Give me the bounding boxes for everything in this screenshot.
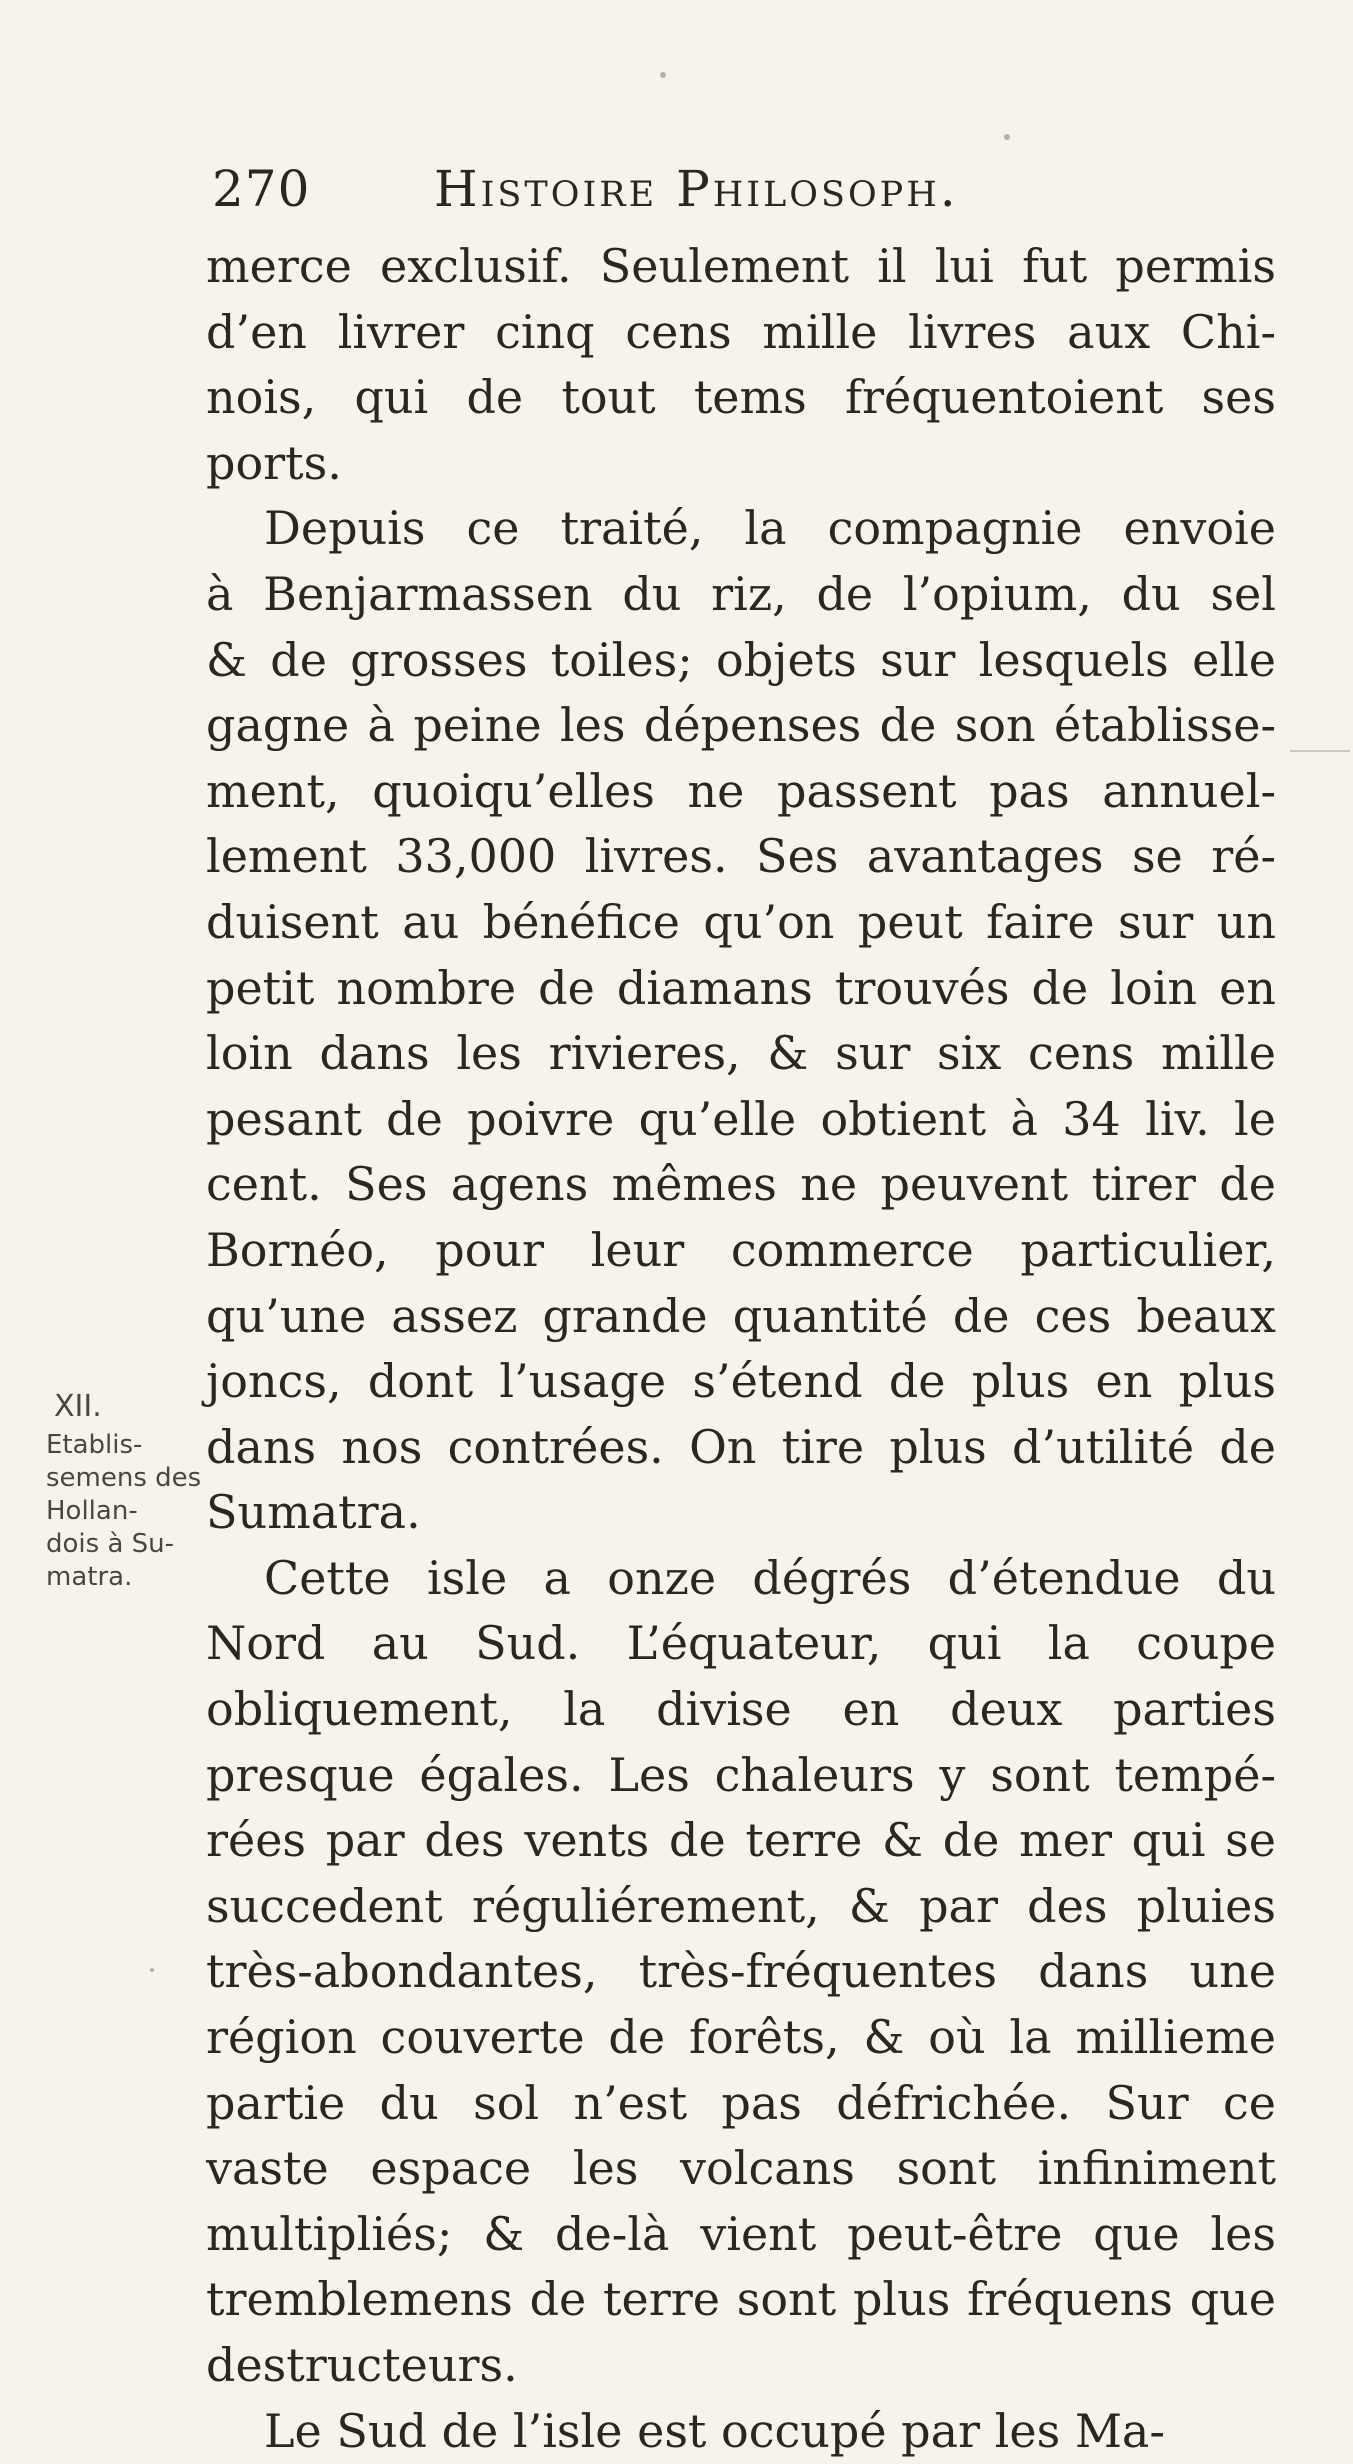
paragraph-start-line: Cette isle a onze dégrés d’étendue du	[264, 1550, 1276, 1605]
text-line: presque égales. Les chaleurs y sont tempé-	[206, 1747, 1276, 1802]
text-line: rées par des vents de terre & de mer qui se	[206, 1813, 1276, 1868]
paper-speck	[660, 72, 666, 78]
body-text	[206, 234, 1276, 2464]
text-line: loin dans les rivieres, & sur six cens mille	[206, 1026, 1276, 1081]
text-line: cent. Ses agens mêmes ne peuvent tirer de	[206, 1157, 1276, 1212]
text-line: qu’une assez grande quantité de ces beaux	[206, 1288, 1276, 1343]
text-line: Sumatra.	[206, 1485, 421, 1540]
text-line: petit nombre de diamans trouvés de loin en	[206, 960, 1276, 1015]
text-line: duisent au bénéfice qu’on peut faire sur un	[206, 894, 1276, 949]
text-line: pesant de poivre qu’elle obtient à 34 liv. le	[206, 1091, 1276, 1146]
text-line: gagne à peine les dépenses de son établisse-	[206, 698, 1276, 753]
margin-note-number: XII.	[54, 1389, 102, 1424]
margin-note-line: matra.	[46, 1562, 133, 1592]
text-line: nois, qui de tout tems fréquentoient ses	[206, 370, 1276, 425]
text-line: partie du sol n’est pas défrichée. Sur ce	[206, 2075, 1276, 2130]
text-line: obliquement, la divise en deux parties	[206, 1682, 1276, 1737]
text-line: & de grosses toiles; objets sur lesquels elle	[206, 632, 1276, 687]
text-line: succedent réguliérement, & par des pluies	[206, 1878, 1276, 1933]
margin-note-line: dois à Su-	[46, 1529, 175, 1559]
paper-speck	[150, 1968, 154, 1972]
text-line: destructeurs.	[206, 2338, 518, 2392]
text-line: multipliés; & de-là vient peut-être que les	[206, 2206, 1276, 2261]
text-line: ment, quoiqu’elles ne passent pas annuel-	[206, 763, 1276, 818]
text-line: d’en livrer cinq cens mille livres aux Chi-	[206, 304, 1276, 359]
paper-speck	[1004, 134, 1010, 140]
text-line: région couverte de forêts, & où la millieme	[206, 2010, 1276, 2065]
paragraph-start-line: Le Sud de l’isle est occupé par les Ma-	[264, 2403, 1165, 2458]
text-line: Bornéo, pour leur commerce particulier,	[206, 1222, 1276, 1277]
paragraph-start-line: Depuis ce traité, la compagnie envoie	[264, 501, 1276, 556]
text-line: dans nos contrées. On tire plus d’utilité de	[206, 1419, 1276, 1474]
margin-note-line: Hollan-	[46, 1496, 138, 1526]
text-line: tremblemens de terre sont plus fréquens que	[206, 2272, 1276, 2327]
page-header	[212, 160, 1332, 230]
text-line: Nord au Sud. L’équateur, qui la coupe	[206, 1616, 1276, 1671]
text-line: joncs, dont l’usage s’étend de plus en plus	[206, 1354, 1276, 1409]
page-edge-mark	[1290, 750, 1350, 752]
page-number: 270	[212, 160, 311, 218]
text-line: vaste espace les volcans sont infiniment	[206, 2141, 1276, 2196]
text-line: merce exclusif. Seulement il lui fut permis	[206, 239, 1276, 293]
running-title: Histoire Philosoph.	[434, 160, 959, 218]
text-line: à Benjarmassen du riz, de l’opium, du sel	[206, 566, 1276, 621]
text-line: très-abondantes, très-fréquentes dans une	[206, 1944, 1276, 1999]
text-line: lement 33,000 livres. Ses avantages se ré-	[206, 829, 1276, 884]
margin-note	[46, 1390, 206, 1594]
margin-note-line: semens des	[46, 1463, 202, 1493]
margin-note-line: Etablis-	[46, 1430, 143, 1460]
text-line: ports.	[206, 435, 342, 490]
